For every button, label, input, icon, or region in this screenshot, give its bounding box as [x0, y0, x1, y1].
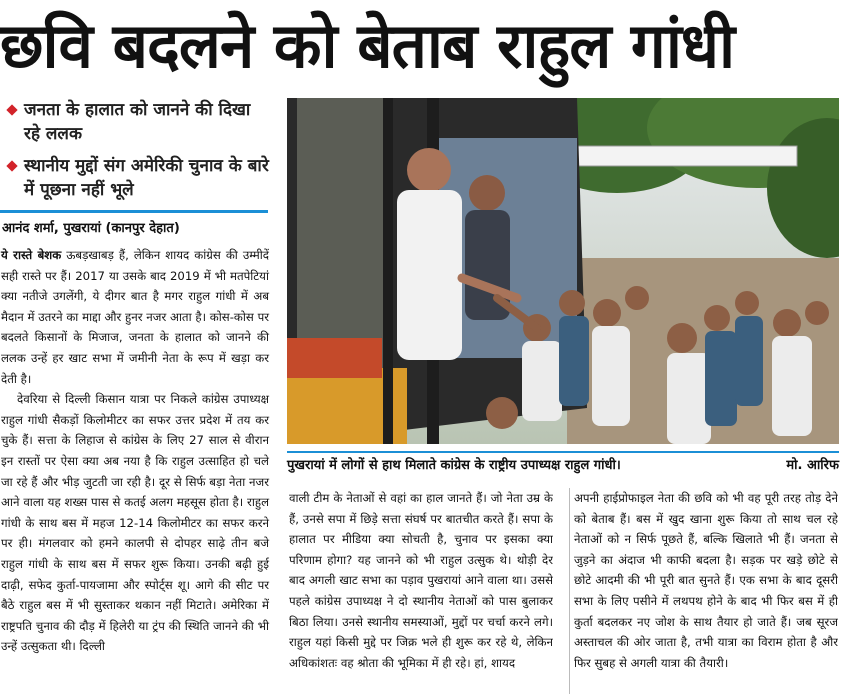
- highlight-text: स्थानीय मुद्दों संग अमेरिकी चुनाव के बारे में पूछना नहीं भूले: [24, 156, 269, 200]
- caption-divider: [287, 451, 839, 453]
- article-column-3: अपनी हाईप्रोफाइल नेता की छवि को भी वह पूरी तरह तोड़ देने को बेताब हैं। बस में खुद खाना शुरू किया तो साथ चल रहे नेताओं को न सिर्फ पूछते हैं, बल्कि खिलाते भी हैं। जनता से जुड़ने का अंदाज भी काफी बदला है। सड़क पर खड़े छोटे से छोटे आदमी की भी पूरी बात सुनते हैं। एक सभा के बाद दूसरी सभा के लिए पसीने में लथपथ होने के बाद भी फिर बस में ही कुर्ता बदलकर नए जोश के साथ तैयार हो जाते हैं। जब सूरज अस्ताचल की ओर जाता है, तभी यात्रा का विराम होता है और फिर सुबह से अगली यात्रा की तैयारी।: [574, 491, 838, 670]
- headline: छवि बदलने को बेताब राहुल गांधी: [0, 9, 735, 82]
- left-column: [0, 98, 270, 696]
- bullet-diamond-icon: [6, 160, 17, 171]
- highlight-text: जनता के हालात को जानने की दिखा रहे ललक: [24, 100, 251, 144]
- article-paragraph: [0, 245, 270, 389]
- byline: आनंद शर्मा, पुखरायां (कानपुर देहात): [2, 221, 180, 236]
- photo-illustration: [287, 98, 839, 444]
- column-divider: [569, 488, 570, 694]
- highlight-item: [6, 98, 270, 146]
- highlight-item: [6, 154, 270, 202]
- paragraph-text: ऊबड़खाबड़ हैं, लेकिन शायद कांग्रेस की उम्मीदें सही रास्ते पर हैं। 2017 या उसके बाद 2019 में भी मतपेटियां क्या नतीजे उगलेंगी, ये दीगर बात है मगर राहुल गांधी में अब मैदान में उतरने का माद्दा और हुनर नजर आता है। कोस-कोस पर बदलते किसानों के मिजाज, जनता के हालात को जानने की ललक उन्हें हर खाट सभा में जमीनी नेता के रूप में खड़ा कर देती है।: [1, 248, 269, 386]
- photo-caption: [287, 455, 839, 477]
- article-paragraph: देवरिया से दिल्ली किसान यात्रा पर निकले कांग्रेस उपाध्यक्ष राहुल गांधी सैकड़ों किलोमीटर का सफर उत्तर प्रदेश में तय कर चुके हैं। सत्ता के लिहाज से कांग्रेस के लिए 27 साल से वीरान इन रास्तों पर ऐसा क्या अब नया है कि राहुल उत्साहित हो चले जा रहे हैं और भीड़ जुटती जा रही है। दूर से सिर्फ बड़ा नेता नजर आने वाला यह शख्स पास से कतई अलग महसूस होता है। राहुल गांधी के साथ बस में महज 12-14 किलोमीटर का सफर करने पर ही। मंगलवार को हमने कालपी से दोपहर साढ़े तीन बजे राहुल गांधी के साथ बस में सफर शुरू किया। उनकी बढ़ी हुई दाढ़ी, सफेद कुर्ता-पायजामा और स्पोर्ट्स शू। आगे की सीट पर बैठे राहुल बस में भी सुस्ताकर थकान नहीं मिटाते। अमेरिका में राष्ट्रपति चुनाव की दौड़ में हिलेरी या ट्रंप की स्थिति जानने की भी उन्हें उत्सुकता थी। दिल्ली: [1, 392, 269, 654]
- highlights-list: [0, 98, 270, 202]
- news-photo: [287, 98, 839, 444]
- section-divider: [0, 210, 268, 213]
- article-column-2: वाली टीम के नेताओं से वहां का हाल जानते हैं। जो नेता उम्र के हैं, उनसे सपा में छिड़े सत्ता संघर्ष पर बातचीत करते हैं। सपा के हालात पर मीडिया क्या सोचती है, चुनाव पर इसका क्या परिणाम होगा? यह जानने को भी राहुल उत्सुक थे। थोड़ी देर बाद अगली खाट सभा का पड़ाव पुखरायां आने वाला था। उससे पहले कांग्रेस उपाध्यक्ष ने दो स्थानीय नेताओं को पास बुलाकर बिठा लिया। उनसे स्थानीय समस्याओं, मुद्दों पर चर्चा करने लगे। राहुल यहां किसी मुद्दे पर जिक्र भले ही शुरू कर रहे थे, लेकिन अधिकांशतः वह श्रोता की भूमिका में ही रहे। हां, शायद: [289, 491, 553, 670]
- photo-credit: मो. आरिफ: [786, 458, 839, 473]
- caption-text: पुखरायां में लोगों से हाथ मिलाते कांग्रेस के राष्ट्रीय उपाध्यक्ष राहुल गांधी।: [287, 458, 621, 473]
- lead-in: ये रास्ते बेशक: [1, 248, 62, 262]
- bullet-diamond-icon: [6, 104, 17, 115]
